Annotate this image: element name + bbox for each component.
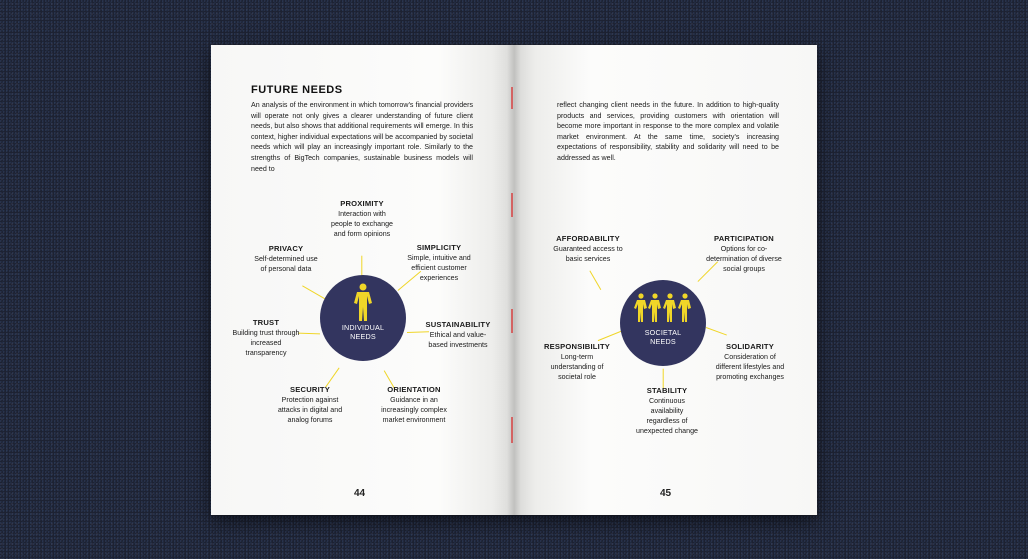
right-page — [514, 45, 817, 515]
open-booklet — [211, 45, 817, 515]
hub-label: INDIVIDUAL NEEDS — [341, 323, 385, 341]
individual-needs-hub — [320, 275, 406, 361]
need-simplicity: SIMPLICITY Simple, intuitive and efficient customer experiences — [407, 243, 471, 282]
spoke-line — [706, 327, 727, 336]
group-of-people-icon — [633, 293, 693, 323]
intro-paragraph-right: reflect changing client needs in the future. In addition to high-quality products and services, providing customers with orientation will become more important in response to the more complex and volatile market environment. At the same time, society’s increasing expectations of responsibility, stability and solidarity will need to be addressed as well. — [557, 101, 779, 162]
page-heading: FUTURE NEEDS — [251, 84, 343, 96]
need-orientation: ORIENTATION Guidance in an increasingly complex market environment — [381, 385, 447, 424]
person-icon — [351, 283, 375, 323]
need-security: SECURITY Protection against attacks in digital and analog forums — [277, 385, 343, 424]
spoke-line — [302, 285, 325, 299]
spoke-line — [589, 270, 601, 290]
need-participation: PARTICIPATION Options for co-determination of diverse social groups — [706, 234, 782, 273]
individual-needs-diagram — [211, 45, 514, 515]
need-responsibility: RESPONSIBILITY Long-term understanding of societal role — [543, 342, 611, 381]
book-spine-gutter — [507, 45, 521, 515]
need-affordability: AFFORDABILITY Guaranteed access to basic services — [553, 234, 623, 263]
left-page — [211, 45, 514, 515]
need-sustainability: SUSTAINABILITY Ethical and value-based investments — [425, 320, 491, 349]
hub-label: SOCIETAL NEEDS — [644, 328, 682, 346]
need-stability: STABILITY Continuous availability regardless of unexpected change — [636, 386, 698, 435]
page-number: 44 — [354, 488, 366, 499]
intro-paragraph-left: An analysis of the environment in which tomorrow’s financial providers will operate not only gives a clearer understanding of future client needs, but also shows that additional requirements will emerge. In this context, higher individual expectations will be accompanied by societal needs which will play an increasingly important role. Similarly to the strengths of BigTech companies, sustainable business models will need to — [251, 101, 473, 173]
need-trust: TRUST Building trust through increased transparency — [232, 318, 300, 357]
page-number: 45 — [660, 488, 672, 499]
societal-needs-hub — [620, 280, 706, 366]
need-solidarity: SOLIDARITY Consideration of different lifestyles and promoting exchanges — [715, 342, 785, 381]
need-proximity: PROXIMITY Interaction with people to exchange and form opinions — [331, 199, 393, 238]
spoke-line — [598, 330, 623, 341]
need-privacy: PRIVACY Self-determined use of personal data — [254, 244, 318, 273]
societal-needs-diagram — [514, 45, 817, 515]
